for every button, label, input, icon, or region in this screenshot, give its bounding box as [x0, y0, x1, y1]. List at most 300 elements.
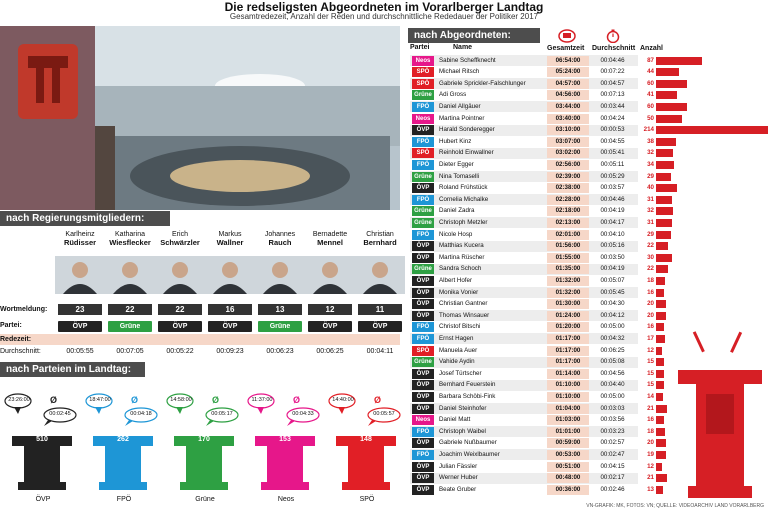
row-count-bar	[656, 312, 666, 320]
row-total-time: 03:02:00	[547, 148, 589, 158]
row-average-time: 00:03:44	[600, 102, 625, 110]
row-count-bar	[656, 416, 664, 424]
row-total-time: 00:59:00	[547, 438, 589, 448]
row-party-chip: FPÖ	[412, 450, 434, 460]
row-name: Daniel Matt	[439, 416, 471, 424]
row-name: Hubert Kinz	[439, 137, 472, 145]
row-average-time: 00:04:46	[600, 195, 625, 203]
row-speech-count: 31	[647, 218, 654, 226]
row-total-time: 01:01:00	[547, 427, 589, 437]
row-name: Sandra Schoch	[439, 265, 482, 273]
member-first-name: Markus	[218, 231, 242, 238]
row-speech-count: 40	[647, 184, 654, 192]
col-count: Anzahl	[640, 45, 663, 52]
row-party-chip: ÖVP	[412, 369, 434, 379]
infographic-title: Die redseligsten Abgeordneten im Vorarlberger Landtag	[224, 0, 544, 14]
party-podium	[85, 392, 163, 510]
row-average-time: 00:03:57	[600, 184, 625, 192]
member-first-name: Christian	[366, 231, 394, 238]
party-podium	[328, 392, 406, 510]
row-party-chip: ÖVP	[412, 473, 434, 483]
member-last-name: Mennel	[317, 238, 343, 247]
row-average-time: 00:04:46	[600, 56, 625, 64]
row-name: Vahide Aydin	[439, 358, 475, 366]
row-count-bar	[656, 289, 664, 297]
row-speech-count: 60	[647, 79, 654, 87]
row-total-time: 01:10:00	[547, 380, 589, 390]
row-total-time: 01:17:00	[547, 334, 589, 344]
row-name: Joachim Weixlbaumer	[439, 450, 500, 458]
member-first-name: Erich	[172, 231, 188, 238]
row-name: Martina Rüscher	[439, 253, 485, 261]
row-speech-count: 29	[647, 230, 654, 238]
party-podium	[166, 392, 244, 510]
row-speech-count: 18	[647, 427, 654, 435]
party-name: Neos	[277, 496, 295, 503]
row-average-time: 00:04:24	[600, 114, 625, 122]
row-speech-count: 12	[647, 346, 654, 354]
row-party-chip: ÖVP	[412, 404, 434, 414]
member-first-name: Karlheinz	[65, 231, 95, 238]
row-count-bar	[656, 451, 666, 459]
row-average-time: 00:07:13	[600, 91, 625, 99]
row-speech-count: 87	[647, 56, 654, 64]
party-podium	[4, 392, 82, 510]
member-average: 00:04:11	[366, 348, 394, 355]
member-photo	[55, 256, 105, 294]
row-name: Reinhold Einwallner	[439, 149, 494, 157]
row-name: Bernhard Feuerstein	[439, 381, 496, 389]
row-party-chip: ÖVP	[412, 125, 434, 135]
row-count-bar	[656, 207, 673, 215]
row-count-bar	[656, 115, 682, 123]
row-average-time: 00:02:46	[600, 485, 625, 493]
row-count-bar	[656, 68, 679, 76]
row-party-chip: FPÖ	[412, 322, 434, 332]
row-name: Barbara Schöbi-Fink	[439, 392, 496, 400]
row-party-chip: Grüne	[412, 172, 434, 182]
row-name: Nina Tomaselli	[439, 172, 480, 180]
row-party-chip: FPÖ	[412, 102, 434, 112]
row-total-time: 01:17:00	[547, 346, 589, 356]
row-count-bar	[656, 103, 687, 111]
row-speech-count: 22	[647, 242, 654, 250]
row-name: Daniel Allgäuer	[439, 102, 481, 110]
row-average-time: 00:07:22	[600, 68, 625, 76]
row-speech-count: 30	[647, 253, 654, 261]
party-total-time: 23:26:00	[8, 397, 30, 403]
row-speech-count: 15	[647, 358, 654, 366]
row-speech-count: 38	[647, 137, 654, 145]
row-name: Christof Bitschi	[439, 323, 481, 331]
row-average-time: 00:04:12	[600, 311, 625, 319]
row-average-time: 00:06:25	[600, 346, 625, 354]
member-party-chip: Grüne	[108, 321, 152, 332]
row-name: Josef Türtscher	[439, 369, 482, 377]
row-total-time: 04:57:00	[547, 79, 589, 89]
member-last-name: Rauch	[268, 238, 292, 247]
party-speech-count: 262	[117, 436, 129, 443]
row-party-chip: SPÖ	[412, 79, 434, 89]
row-party-chip: Grüne	[412, 206, 434, 216]
row-name: Sabine Scheffknecht	[439, 56, 496, 64]
row-name: Monika Vonier	[439, 288, 479, 296]
row-total-time: 00:36:00	[547, 485, 589, 495]
row-speech-count: 31	[647, 195, 654, 203]
row-average-time: 00:02:17	[600, 474, 625, 482]
party-name: FPÖ	[116, 496, 132, 503]
average-symbol: Ø	[50, 395, 58, 405]
row-party-chip: SPÖ	[412, 67, 434, 77]
member-name	[355, 231, 405, 247]
row-total-time: 01:04:00	[547, 404, 589, 414]
party-name: Grüne	[195, 496, 215, 503]
row-party-chip: FPÖ	[412, 334, 434, 344]
row-speech-count: 12	[647, 462, 654, 470]
row-speech-count: 21	[647, 474, 654, 482]
row-party-chip: ÖVP	[412, 462, 434, 472]
row-party-chip: ÖVP	[412, 380, 434, 390]
row-count-bar	[656, 405, 667, 413]
row-count-bar	[656, 300, 666, 308]
row-total-time: 06:54:00	[547, 56, 589, 66]
row-party-chip: SPÖ	[412, 346, 434, 356]
row-count-bar	[656, 80, 687, 88]
row-party-chip: ÖVP	[412, 253, 434, 263]
row-count-bar	[656, 474, 667, 482]
member-speech-count: 22	[108, 304, 152, 315]
row-speech-count: 44	[647, 68, 654, 76]
row-name: Harald Sonderegger	[439, 126, 495, 134]
row-count-bar	[656, 358, 664, 366]
row-total-time: 01:10:00	[547, 392, 589, 402]
party-podium	[247, 392, 325, 510]
row-count-bar	[656, 126, 768, 134]
row-count-bar	[656, 277, 665, 285]
row-count-bar	[656, 149, 673, 157]
member-name	[305, 231, 355, 247]
red-podium-illustration	[672, 330, 768, 502]
row-party-chip: Neos	[412, 114, 434, 124]
row-name: Werner Huber	[439, 474, 478, 482]
row-party-chip: FPÖ	[412, 427, 434, 437]
row-party-chip: FPÖ	[412, 195, 434, 205]
member-last-name: Schwärzler	[160, 238, 200, 247]
average-symbol: Ø	[212, 395, 220, 405]
party-average-time: 00:02:45	[49, 411, 71, 417]
row-count-bar	[656, 335, 665, 343]
row-average-time: 00:05:41	[600, 149, 625, 157]
member-average: 00:09:23	[216, 348, 244, 355]
row-party-chip: ÖVP	[412, 241, 434, 251]
member-last-name: Bernhard	[363, 238, 397, 247]
row-total-time: 03:44:00	[547, 102, 589, 112]
row-average-time: 00:05:11	[600, 160, 625, 168]
row-speech-count: 20	[647, 300, 654, 308]
row-speech-count: 60	[647, 102, 654, 110]
infographic-subtitle: Gesamtredezeit, Anzahl der Reden und durchschnittliche Rededauer der Politiker 2017	[229, 12, 539, 21]
row-total-time: 03:10:00	[547, 125, 589, 135]
member-speech-count: 12	[308, 304, 352, 315]
party-average-time: 00:04:33	[292, 411, 314, 417]
row-count-bar	[656, 393, 663, 401]
row-average-time: 00:05:16	[600, 242, 625, 250]
row-name: Albert Hofer	[439, 276, 473, 284]
member-photo	[355, 256, 405, 294]
row-total-time: 02:18:00	[547, 206, 589, 216]
member-name	[255, 231, 305, 247]
member-name	[205, 231, 255, 247]
member-photo	[305, 256, 355, 294]
row-average-time: 00:04:55	[600, 137, 625, 145]
row-count-bar	[656, 265, 668, 273]
party-name: ÖVP	[35, 496, 51, 503]
row-speech-count: 32	[647, 207, 654, 215]
col-total: Gesamtzeit	[547, 45, 585, 52]
row-name: Manuela Auer	[439, 346, 478, 354]
row-total-time: 02:56:00	[547, 160, 589, 170]
row-speech-count: 13	[647, 485, 654, 493]
row-count-bar	[656, 254, 672, 262]
microphone-icon	[557, 29, 577, 43]
member-party-chip: ÖVP	[208, 321, 252, 332]
row-average-time: 00:03:03	[600, 404, 625, 412]
row-name: Christoph Waibel	[439, 427, 486, 435]
row-name: Roland Frühstück	[439, 184, 488, 192]
row-average-time: 00:05:00	[600, 323, 625, 331]
row-name: Adi Gross	[439, 91, 467, 99]
member-speech-count: 23	[58, 304, 102, 315]
row-party-chip: ÖVP	[412, 299, 434, 309]
row-name: Gabriele Nußbaumer	[439, 439, 497, 447]
government-heading: nach Regierungsmitgliedern:	[0, 211, 170, 226]
row-average-time: 00:04:57	[600, 79, 625, 87]
row-speech-count: 32	[647, 149, 654, 157]
row-total-time: 02:01:00	[547, 230, 589, 240]
member-party-chip: ÖVP	[308, 321, 352, 332]
row-name: Dieter Egger	[439, 160, 474, 168]
party-total-time: 14:58:00	[170, 397, 192, 403]
row-count-bar	[656, 486, 663, 494]
row-total-time: 02:39:00	[547, 172, 589, 182]
row-name: Martina Pointner	[439, 114, 485, 122]
row-average-time: 00:05:07	[600, 276, 625, 284]
row-count-bar	[656, 242, 668, 250]
member-average: 00:05:55	[66, 348, 94, 355]
row-average-time: 00:00:53	[600, 126, 625, 134]
row-speech-count: 19	[647, 450, 654, 458]
row-speech-count: 20	[647, 311, 654, 319]
row-count-bar	[656, 370, 664, 378]
row-total-time: 03:07:00	[547, 137, 589, 147]
label-redezeit: Redezeit:	[0, 336, 32, 343]
row-speech-count: 214	[643, 126, 654, 134]
average-symbol: Ø	[131, 395, 139, 405]
row-count-bar	[656, 161, 674, 169]
parliament-photo	[0, 26, 400, 210]
row-count-bar	[656, 173, 671, 181]
row-speech-count: 16	[647, 288, 654, 296]
row-party-chip: ÖVP	[412, 485, 434, 495]
row-speech-count: 16	[647, 323, 654, 331]
member-first-name: Johannes	[264, 231, 296, 238]
row-count-bar	[656, 196, 672, 204]
row-speech-count: 15	[647, 381, 654, 389]
row-count-bar	[656, 91, 677, 99]
row-total-time: 04:56:00	[547, 90, 589, 100]
col-avg: Durchschnitt	[592, 45, 636, 52]
row-name: Cornelia Michalke	[439, 195, 489, 203]
member-average: 00:07:05	[116, 348, 144, 355]
row-total-time: 01:30:00	[547, 299, 589, 309]
row-average-time: 00:04:40	[600, 381, 625, 389]
row-count-bar	[656, 428, 665, 436]
deputies-heading: nach Abgeordneten:	[408, 28, 540, 43]
row-total-time: 00:48:00	[547, 473, 589, 483]
row-name: Nicole Hosp	[439, 230, 473, 238]
party-speech-count: 148	[360, 436, 372, 443]
row-total-time: 00:51:00	[547, 462, 589, 472]
row-name: Ernst Hagen	[439, 334, 474, 342]
member-party-chip: ÖVP	[158, 321, 202, 332]
row-count-bar	[656, 381, 664, 389]
row-speech-count: 34	[647, 160, 654, 168]
row-total-time: 01:56:00	[547, 241, 589, 251]
row-party-chip: ÖVP	[412, 311, 434, 321]
row-total-time: 03:40:00	[547, 114, 589, 124]
row-average-time: 00:03:23	[600, 427, 625, 435]
row-speech-count: 20	[647, 439, 654, 447]
member-first-name: Bernadette	[312, 231, 348, 238]
row-party-chip: FPÖ	[412, 160, 434, 170]
party-average-time: 00:05:57	[373, 411, 395, 417]
row-party-chip: ÖVP	[412, 276, 434, 286]
row-name: Christoph Metzler	[439, 218, 488, 226]
row-name: Daniel Steinhofer	[439, 404, 487, 412]
party-total-time: 11:37:00	[251, 397, 273, 403]
row-average-time: 00:03:56	[600, 416, 625, 424]
row-total-time: 00:53:00	[547, 450, 589, 460]
row-speech-count: 29	[647, 172, 654, 180]
row-average-time: 00:02:57	[600, 439, 625, 447]
average-symbol: Ø	[374, 395, 382, 405]
row-speech-count: 22	[647, 265, 654, 273]
col-partei: Partei	[410, 44, 430, 51]
member-name	[105, 231, 155, 247]
row-party-chip: ÖVP	[412, 183, 434, 193]
row-count-bar	[656, 347, 662, 355]
member-name	[155, 231, 205, 247]
party-speech-count: 170	[198, 436, 210, 443]
party-speech-count: 153	[279, 436, 291, 443]
row-average-time: 00:03:50	[600, 253, 625, 261]
col-name: Name	[453, 44, 473, 51]
member-photo	[205, 256, 255, 294]
label-wortmeldung: Wortmeldung:	[0, 306, 48, 313]
row-party-chip: Grüne	[412, 90, 434, 100]
member-first-name: Katharina	[115, 231, 145, 238]
party-name: SPÖ	[359, 496, 375, 503]
row-speech-count: 14	[647, 392, 654, 400]
row-name: Beate Gruber	[439, 485, 477, 493]
parties-heading: nach Parteien im Landtag:	[0, 362, 145, 377]
row-average-time: 00:05:45	[600, 288, 625, 296]
party-total-time: 18:47:00	[89, 397, 111, 403]
average-symbol: Ø	[293, 395, 301, 405]
row-average-time: 00:04:10	[600, 230, 625, 238]
member-last-name: Rüdisser	[63, 238, 97, 247]
row-total-time: 01:20:00	[547, 322, 589, 332]
label-partei: Partei:	[0, 322, 22, 329]
row-party-chip: Grüne	[412, 264, 434, 274]
row-count-bar	[656, 138, 676, 146]
member-speech-count: 13	[258, 304, 302, 315]
row-name: Matthias Kucera	[439, 242, 484, 250]
row-name: Daniel Zadra	[439, 207, 475, 215]
row-party-chip: Grüne	[412, 357, 434, 367]
row-speech-count: 41	[647, 91, 654, 99]
row-speech-count: 21	[647, 404, 654, 412]
row-average-time: 00:04:19	[600, 207, 625, 215]
member-last-name: Wallner	[216, 238, 244, 247]
row-party-chip: Neos	[412, 56, 434, 66]
party-total-time: 14:40:00	[332, 397, 354, 403]
row-average-time: 00:04:19	[600, 265, 625, 273]
stopwatch-icon	[604, 29, 622, 43]
row-party-chip: Grüne	[412, 218, 434, 228]
row-count-bar	[656, 231, 671, 239]
row-party-chip: ÖVP	[412, 392, 434, 402]
row-speech-count: 15	[647, 369, 654, 377]
row-total-time: 01:24:00	[547, 311, 589, 321]
row-average-time: 00:04:30	[600, 300, 625, 308]
member-average: 00:06:23	[266, 348, 294, 355]
label-durchschnitt: Durchschnitt:	[0, 348, 41, 355]
row-count-bar	[656, 463, 662, 471]
row-total-time: 02:38:00	[547, 183, 589, 193]
row-total-time: 01:17:00	[547, 357, 589, 367]
row-party-chip: FPÖ	[412, 137, 434, 147]
row-total-time: 01:14:00	[547, 369, 589, 379]
row-average-time: 00:05:29	[600, 172, 625, 180]
member-average: 00:06:25	[316, 348, 344, 355]
row-total-time: 01:55:00	[547, 253, 589, 263]
row-total-time: 01:32:00	[547, 276, 589, 286]
row-party-chip: FPÖ	[412, 230, 434, 240]
member-name	[55, 231, 105, 247]
member-speech-count: 22	[158, 304, 202, 315]
row-name: Julian Fässler	[439, 462, 478, 470]
row-name: Gabriele Sprickler-Falschlunger	[439, 79, 526, 87]
row-average-time: 00:02:47	[600, 450, 625, 458]
row-speech-count: 18	[647, 276, 654, 284]
member-party-chip: ÖVP	[58, 321, 102, 332]
row-total-time: 02:28:00	[547, 195, 589, 205]
row-name: Thomas Winsauer	[439, 311, 490, 319]
member-last-name: Wiesflecker	[109, 238, 151, 247]
party-average-time: 00:05:17	[211, 411, 233, 417]
row-average-time: 00:04:17	[600, 218, 625, 226]
row-party-chip: SPÖ	[412, 148, 434, 158]
row-total-time: 01:35:00	[547, 264, 589, 274]
member-party-chip: ÖVP	[358, 321, 402, 332]
member-average: 00:05:22	[166, 348, 194, 355]
row-average-time: 00:04:32	[600, 334, 625, 342]
row-count-bar	[656, 184, 677, 192]
row-party-chip: Neos	[412, 415, 434, 425]
row-total-time: 01:32:00	[547, 288, 589, 298]
row-speech-count: 17	[647, 334, 654, 342]
